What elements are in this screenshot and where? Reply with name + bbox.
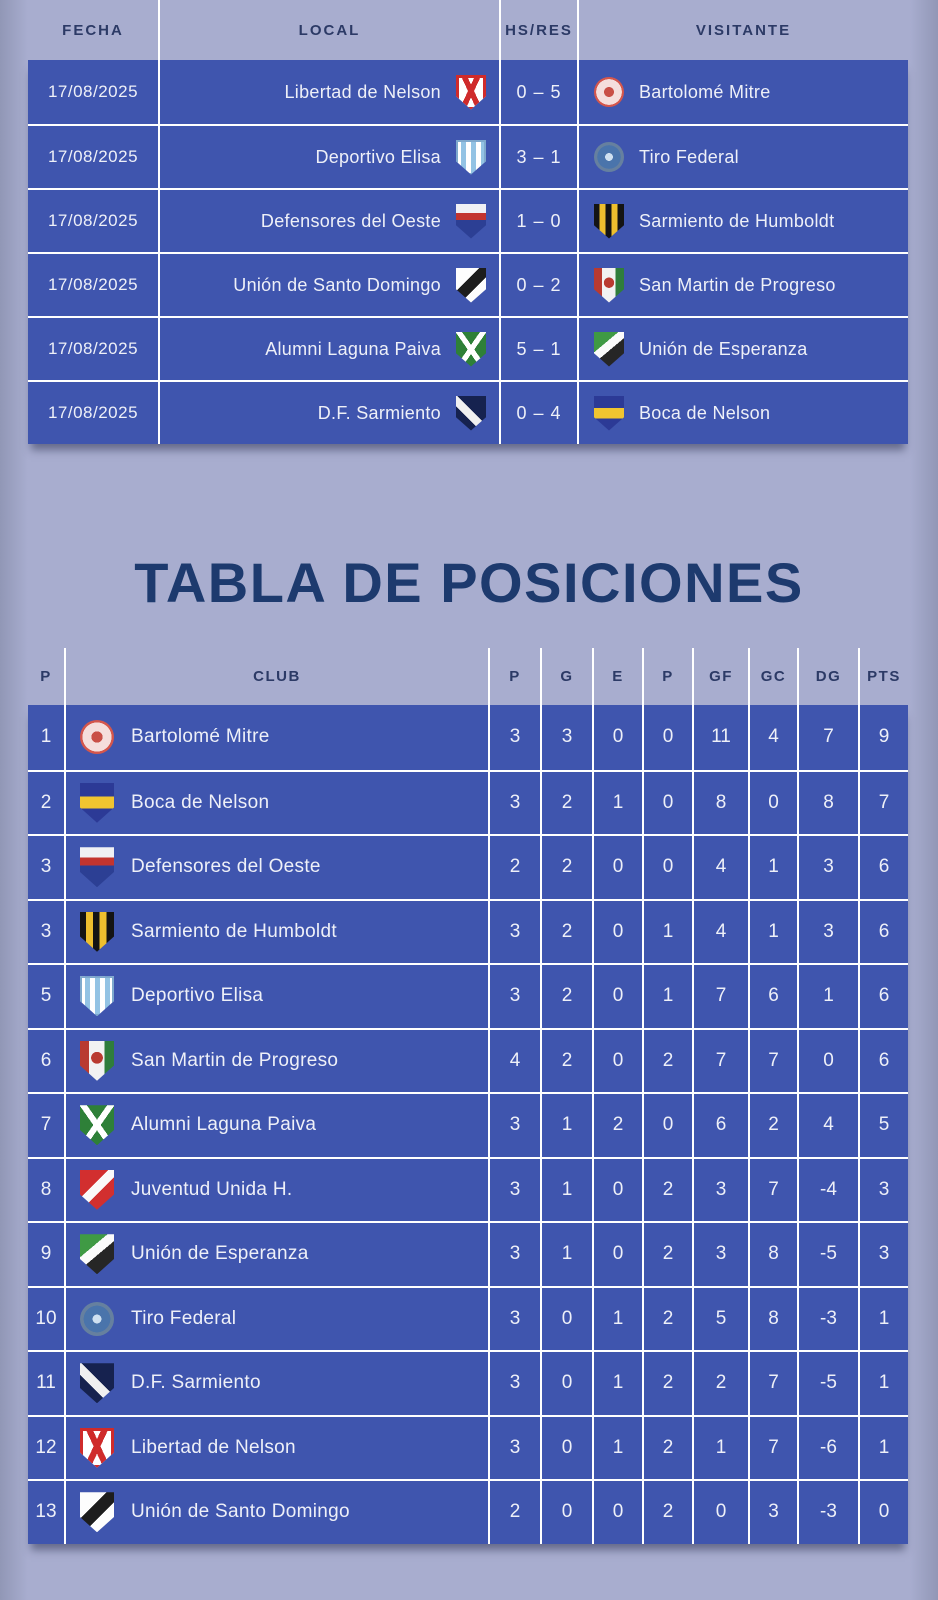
- stat-pts: 6: [878, 920, 890, 942]
- stat-dg: -3: [799, 1481, 860, 1544]
- fixture-row: [28, 60, 908, 124]
- fixtures-body: [28, 60, 908, 444]
- stat-gf: 3: [694, 1223, 750, 1286]
- standings-header: [28, 648, 908, 705]
- stat-p: 3: [490, 1159, 542, 1222]
- match-date: 17/08/2025: [28, 318, 160, 380]
- stat-g: 0: [542, 1288, 594, 1351]
- stat-e: 0: [594, 705, 644, 770]
- boca-de-nelson-icon: [594, 396, 624, 431]
- home-club-cell: [160, 190, 501, 252]
- standings-row: [28, 1157, 908, 1222]
- position-number: 3: [28, 901, 66, 964]
- position-number: 6: [28, 1030, 66, 1093]
- stat-pts: 7: [878, 791, 890, 813]
- fixture-row: [28, 188, 908, 252]
- home-club-cell: [160, 60, 501, 124]
- away-club-cell: [579, 382, 908, 444]
- position-number: 10: [28, 1288, 66, 1351]
- sarmiento-de-humboldt-icon: [594, 204, 624, 239]
- fixture-row: [28, 124, 908, 188]
- san-martin-de-progreso-icon: [594, 268, 624, 303]
- stat-g: 1: [542, 1159, 594, 1222]
- stat-e: 0: [594, 1030, 644, 1093]
- fixture-row: [28, 252, 908, 316]
- stat-gf: 4: [694, 836, 750, 899]
- home-club-name: Defensores del Oeste: [260, 210, 441, 231]
- position-number: 8: [28, 1159, 66, 1222]
- stat-gc: 8: [750, 1223, 799, 1286]
- stat-p: 4: [490, 1030, 542, 1093]
- standings-row: [28, 834, 908, 899]
- stat-gc: 2: [750, 1094, 799, 1157]
- tiro-federal-icon: [80, 1302, 114, 1336]
- stat-pts: 1: [878, 1372, 890, 1394]
- alumni-laguna-paiva-icon: [456, 332, 486, 367]
- match-date: 17/08/2025: [28, 126, 160, 188]
- fixtures-header-local: LOCAL: [160, 0, 501, 60]
- defensores-del-oeste-icon: [80, 847, 114, 887]
- club-cell: [66, 901, 490, 964]
- club-cell: [66, 1223, 490, 1286]
- san-martin-de-progreso-icon: [80, 1041, 114, 1081]
- stat-e: 0: [594, 901, 644, 964]
- match-score: 0 – 4: [501, 382, 579, 444]
- stat-e: 0: [594, 836, 644, 899]
- stat-g: 2: [542, 965, 594, 1028]
- away-club-name: Bartolomé Mitre: [639, 81, 771, 102]
- standings-body: [28, 705, 908, 1544]
- away-club-name: Sarmiento de Humboldt: [639, 210, 835, 231]
- match-score: 0 – 2: [501, 254, 579, 316]
- standings-header-club-1: CLUB: [66, 648, 490, 705]
- stat-e: 0: [594, 1223, 644, 1286]
- stat-p: 0: [644, 705, 694, 770]
- stat-pts: 3: [878, 1178, 890, 1200]
- home-club-name: Unión de Santo Domingo: [233, 274, 441, 295]
- away-club-cell: [579, 318, 908, 380]
- stat-p: 2: [644, 1352, 694, 1415]
- stat-g: 2: [542, 901, 594, 964]
- stat-dg: 3: [799, 901, 860, 964]
- stat-pts: 6: [878, 1049, 890, 1071]
- stat-gf: 8: [694, 772, 750, 835]
- club-name: Juventud Unida H.: [131, 1178, 293, 1200]
- stat-pts: 5: [878, 1114, 890, 1136]
- stat-gc: 7: [750, 1352, 799, 1415]
- match-date: 17/08/2025: [28, 190, 160, 252]
- stat-gf: 3: [694, 1159, 750, 1222]
- stat-p: 3: [490, 1094, 542, 1157]
- stat-dg: -3: [799, 1288, 860, 1351]
- standings-header-gf-6: GF: [694, 648, 750, 705]
- tiro-federal-icon: [594, 142, 624, 172]
- standings-table: [28, 648, 908, 1544]
- stat-p: 3: [490, 1352, 542, 1415]
- fixtures-header-hs-res: HS/RES: [501, 0, 579, 60]
- stat-p: 2: [644, 1030, 694, 1093]
- stat-g: 0: [542, 1481, 594, 1544]
- libertad-de-nelson-icon: [80, 1428, 114, 1468]
- stat-pts: 1: [878, 1436, 890, 1458]
- position-number: 2: [28, 772, 66, 835]
- away-club-name: Unión de Esperanza: [639, 338, 808, 359]
- club-name: Sarmiento de Humboldt: [131, 920, 337, 942]
- standings-header-p-5: P: [644, 648, 694, 705]
- away-club-cell: [579, 254, 908, 316]
- stat-gc: 1: [750, 901, 799, 964]
- stat-p: 0: [644, 836, 694, 899]
- position-number: 9: [28, 1223, 66, 1286]
- stat-dg: 1: [799, 965, 860, 1028]
- standings-header-pts-9: PTS: [867, 668, 901, 685]
- club-cell: [66, 1159, 490, 1222]
- stat-e: 1: [594, 1352, 644, 1415]
- juventud-unida-h-icon: [80, 1170, 114, 1210]
- bartolome-mitre-icon: [80, 720, 114, 754]
- stat-g: 3: [542, 705, 594, 770]
- club-cell: [66, 1481, 490, 1544]
- position-number: 12: [28, 1417, 66, 1480]
- club-name: Deportivo Elisa: [131, 985, 264, 1007]
- stat-p: 2: [644, 1288, 694, 1351]
- standings-row: [28, 1286, 908, 1351]
- stat-dg: 8: [799, 772, 860, 835]
- stat-p: 2: [490, 1481, 542, 1544]
- club-name: Alumni Laguna Paiva: [131, 1114, 317, 1136]
- stat-p: 3: [490, 1417, 542, 1480]
- standings-row: [28, 1092, 908, 1157]
- club-cell: [66, 1352, 490, 1415]
- stat-gc: 7: [750, 1417, 799, 1480]
- defensores-del-oeste-icon: [456, 204, 486, 239]
- fixture-row: [28, 316, 908, 380]
- position-number: 7: [28, 1094, 66, 1157]
- stat-dg: -5: [799, 1352, 860, 1415]
- stat-gf: 7: [694, 1030, 750, 1093]
- match-score: 3 – 1: [501, 126, 579, 188]
- union-de-esperanza-icon: [594, 332, 624, 367]
- stat-p: 2: [644, 1159, 694, 1222]
- match-score: 0 – 5: [501, 60, 579, 124]
- stat-g: 0: [542, 1417, 594, 1480]
- position-number: 3: [28, 836, 66, 899]
- union-de-esperanza-icon: [80, 1234, 114, 1274]
- home-club-cell: [160, 254, 501, 316]
- stat-gf: 0: [694, 1481, 750, 1544]
- stat-dg: -4: [799, 1159, 860, 1222]
- match-date: 17/08/2025: [28, 254, 160, 316]
- boca-de-nelson-icon: [80, 783, 114, 823]
- standings-header-dg-8: DG: [799, 648, 860, 705]
- position-number: 13: [28, 1481, 66, 1544]
- club-name: Unión de Santo Domingo: [131, 1501, 350, 1523]
- stat-e: 1: [594, 772, 644, 835]
- club-name: Defensores del Oeste: [131, 856, 321, 878]
- stat-pts: 6: [878, 985, 890, 1007]
- away-club-cell: [579, 190, 908, 252]
- stat-p: 3: [490, 705, 542, 770]
- stat-gf: 4: [694, 901, 750, 964]
- deportivo-elisa-icon: [456, 140, 486, 175]
- match-score: 1 – 0: [501, 190, 579, 252]
- club-name: San Martin de Progreso: [131, 1049, 339, 1071]
- stat-gc: 0: [750, 772, 799, 835]
- club-cell: [66, 1417, 490, 1480]
- stat-e: 1: [594, 1417, 644, 1480]
- position-number: 5: [28, 965, 66, 1028]
- standings-row: [28, 899, 908, 964]
- stat-pts: 0: [878, 1501, 890, 1523]
- club-cell: [66, 836, 490, 899]
- stat-p: 3: [490, 901, 542, 964]
- stat-g: 1: [542, 1223, 594, 1286]
- standings-row: [28, 1415, 908, 1480]
- home-club-cell: [160, 382, 501, 444]
- stat-pts: 1: [878, 1307, 890, 1329]
- standings-header-e-4: E: [594, 648, 644, 705]
- fixtures-header-visitante: VISITANTE: [695, 21, 792, 39]
- stat-gf: 5: [694, 1288, 750, 1351]
- stat-g: 2: [542, 836, 594, 899]
- stat-gc: 4: [750, 705, 799, 770]
- standings-header-gc-7: GC: [750, 648, 799, 705]
- stat-pts: 9: [878, 726, 890, 748]
- fixtures-table: [28, 0, 908, 444]
- stat-e: 1: [594, 1288, 644, 1351]
- club-cell: [66, 1094, 490, 1157]
- stat-p: 2: [490, 836, 542, 899]
- standings-header-p-0: P: [28, 648, 66, 705]
- match-date: 17/08/2025: [28, 382, 160, 444]
- stat-dg: 7: [799, 705, 860, 770]
- standings-row: [28, 705, 908, 770]
- stat-gf: 7: [694, 965, 750, 1028]
- club-name: Bartolomé Mitre: [131, 726, 270, 748]
- home-club-cell: [160, 126, 501, 188]
- club-name: Unión de Esperanza: [131, 1243, 309, 1265]
- stat-g: 2: [542, 1030, 594, 1093]
- stat-gc: 7: [750, 1030, 799, 1093]
- home-club-name: Libertad de Nelson: [284, 81, 441, 102]
- sarmiento-de-humboldt-icon: [80, 912, 114, 952]
- standings-row: [28, 1350, 908, 1415]
- stat-pts: 3: [878, 1243, 890, 1265]
- stat-p: 2: [644, 1223, 694, 1286]
- stat-g: 0: [542, 1352, 594, 1415]
- standings-row: [28, 963, 908, 1028]
- fixtures-header-fecha: FECHA: [28, 0, 160, 60]
- stat-p: 3: [490, 965, 542, 1028]
- deportivo-elisa-icon: [80, 976, 114, 1016]
- alumni-laguna-paiva-icon: [80, 1105, 114, 1145]
- stat-dg: -5: [799, 1223, 860, 1286]
- df-sarmiento-icon: [80, 1363, 114, 1403]
- union-de-santo-domingo-icon: [80, 1492, 114, 1532]
- stat-gc: 7: [750, 1159, 799, 1222]
- club-cell: [66, 1288, 490, 1351]
- stat-g: 1: [542, 1094, 594, 1157]
- match-score: 5 – 1: [501, 318, 579, 380]
- stat-p: 2: [644, 1417, 694, 1480]
- stat-e: 2: [594, 1094, 644, 1157]
- club-cell: [66, 772, 490, 835]
- stat-p: 1: [644, 901, 694, 964]
- union-de-santo-domingo-icon: [456, 268, 486, 303]
- stat-p: 3: [490, 1223, 542, 1286]
- home-club-name: Alumni Laguna Paiva: [265, 338, 441, 359]
- stat-dg: -6: [799, 1417, 860, 1480]
- stat-gf: 6: [694, 1094, 750, 1157]
- stat-gf: 2: [694, 1352, 750, 1415]
- fixtures-header: [28, 0, 908, 60]
- stat-p: 1: [644, 965, 694, 1028]
- stat-dg: 4: [799, 1094, 860, 1157]
- standings-row: [28, 1028, 908, 1093]
- away-club-cell: [579, 60, 908, 124]
- stat-p: 2: [644, 1481, 694, 1544]
- stat-gc: 8: [750, 1288, 799, 1351]
- away-club-name: San Martin de Progreso: [639, 274, 836, 295]
- club-name: Tiro Federal: [131, 1307, 237, 1329]
- standings-title: TABLA DE POSICIONES: [134, 551, 804, 614]
- stat-e: 0: [594, 1159, 644, 1222]
- standings-header-g-3: G: [542, 648, 594, 705]
- away-club-name: Tiro Federal: [639, 146, 739, 167]
- club-cell: [66, 965, 490, 1028]
- away-club-name: Boca de Nelson: [639, 402, 771, 423]
- stat-p: 0: [644, 772, 694, 835]
- home-club-name: D.F. Sarmiento: [317, 402, 441, 423]
- position-number: 1: [28, 705, 66, 770]
- standings-row: [28, 1479, 908, 1544]
- match-date: 17/08/2025: [28, 60, 160, 124]
- standings-row: [28, 770, 908, 835]
- club-name: Boca de Nelson: [131, 791, 270, 813]
- fixture-row: [28, 380, 908, 444]
- df-sarmiento-icon: [456, 396, 486, 431]
- club-cell: [66, 705, 490, 770]
- stat-p: 3: [490, 1288, 542, 1351]
- away-club-cell: [579, 126, 908, 188]
- club-cell: [66, 1030, 490, 1093]
- home-club-cell: [160, 318, 501, 380]
- stat-e: 0: [594, 1481, 644, 1544]
- stat-dg: 0: [799, 1030, 860, 1093]
- stat-gc: 1: [750, 836, 799, 899]
- club-name: D.F. Sarmiento: [131, 1372, 261, 1394]
- bartolome-mitre-icon: [594, 77, 624, 107]
- stat-gf: 1: [694, 1417, 750, 1480]
- stat-dg: 3: [799, 836, 860, 899]
- libertad-de-nelson-icon: [456, 75, 486, 110]
- stat-p: 3: [490, 772, 542, 835]
- stat-p: 0: [644, 1094, 694, 1157]
- home-club-name: Deportivo Elisa: [315, 146, 441, 167]
- club-name: Libertad de Nelson: [131, 1436, 296, 1458]
- stat-e: 0: [594, 965, 644, 1028]
- stat-gc: 6: [750, 965, 799, 1028]
- standings-header-p-2: P: [490, 648, 542, 705]
- position-number: 11: [28, 1352, 66, 1415]
- stat-pts: 6: [878, 856, 890, 878]
- standings-row: [28, 1221, 908, 1286]
- stat-g: 2: [542, 772, 594, 835]
- stat-gf: 11: [694, 705, 750, 770]
- stat-gc: 3: [750, 1481, 799, 1544]
